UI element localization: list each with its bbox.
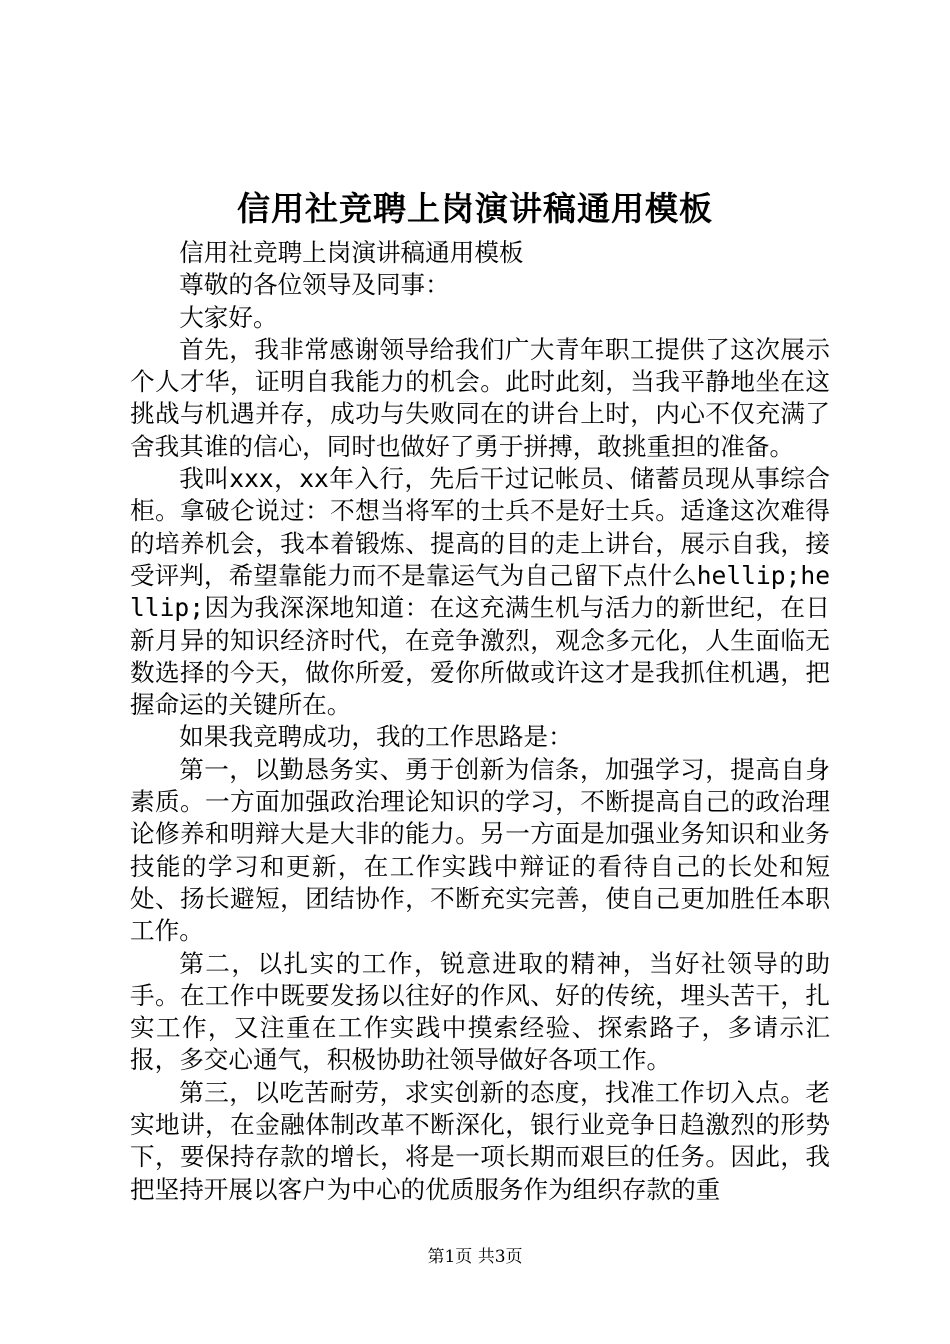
paragraph-opening: 首先，我非常感谢领导给我们广大青年职工提供了这次展示个人才华，证明自我能力的机会。此时此刻，当我平静地坐在这挑战与机遇并存，成功与失败同在的讲台上时，内心不仅充满了舍我其谁的信心，同时也做好了勇于拼搏，敢挑重担的准备。 [130, 334, 830, 461]
paragraph-plan-intro: 如果我竞聘成功，我的工作思路是： [179, 722, 573, 752]
document-title: 信用社竞聘上岗演讲稿通用模板 [237, 189, 713, 228]
paragraph-self-intro: 我叫xxx，xx年入行，先后干过记帐员、储蓄员现从事综合柜。拿破仑说过：不想当将军的士兵不是好士兵。适逢这次难得的培养机会，我本着锻炼、提高的目的走上讲台，展示自我，接受评判，希望靠能力而不是靠运气为自己留下点什么hellip;hellip;因为我深深地知道：在这充满生机与活力的新世纪，在日新月异的知识经济时代，在竞争激烈，观念多元化，人生面临无数选择的今天，做你所爱，爱你所做或许这才是我抓住机遇，把握命运的关键所在。 [130, 464, 830, 720]
paragraph-subtitle: 信用社竞聘上岗演讲稿通用模板 [179, 238, 524, 267]
paragraph-greeting: 大家好。 [179, 302, 278, 332]
page-number-footer: 第1页 共3页 [427, 1247, 523, 1267]
document-body [130, 237, 830, 1206]
paragraph-point-two: 第二，以扎实的工作，锐意进取的精神，当好社领导的助手。在工作中既要发扬以往好的作风、好的传统，埋头苦干，扎实工作，又注重在工作实践中摸索经验、探索路子，多请示汇报，多交心通气，积极协助社领导做好各项工作。 [130, 948, 830, 1075]
paragraph-point-three: 第三，以吃苦耐劳，求实创新的态度，找准工作切入点。老实地讲，在金融体制改革不断深化，银行业竞争日趋激烈的形势下，要保持存款的增长，将是一项长期而艰巨的任务。因此，我把坚持开展以客户为中心的优质服务作为组织存款的重 [130, 1077, 830, 1204]
paragraph-salutation: 尊敬的各位领导及同事： [179, 270, 450, 300]
paragraph-point-one: 第一，以勤恳务实、勇于创新为信条，加强学习，提高自身素质。一方面加强政治理论知识的学习，不断提高自己的政治理论修养和明辩大是大非的能力。另一方面是加强业务知识和业务技能的学习和更新，在工作实践中辩证的看待自己的长处和短处、扬长避短，团结协作，不断充实完善，使自己更加胜任本职工作。 [130, 754, 830, 946]
